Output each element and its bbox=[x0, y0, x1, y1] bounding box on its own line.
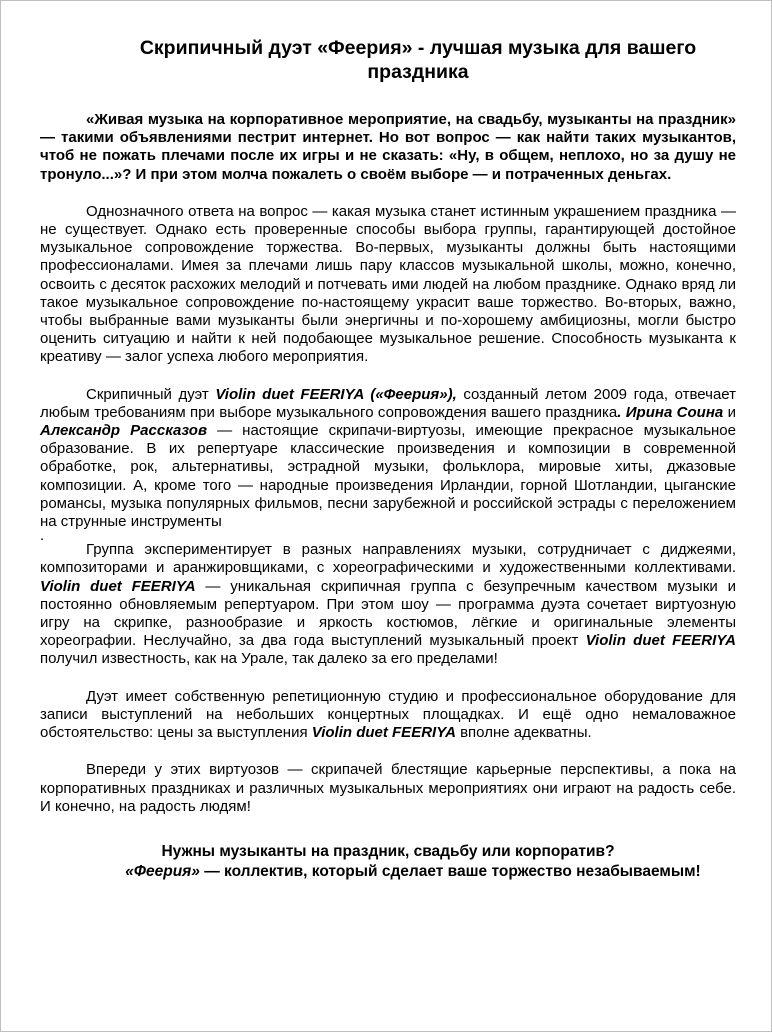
p2-text-c: созданный летом 2009 года, отвечает любым требованиям при выборе музыкального сопровождения вашего праздника bbox=[40, 385, 737, 421]
member-alexander: Александр Рассказов bbox=[40, 422, 208, 440]
p4-text-a: Дуэт имеет собственную репетиционную студию и профессиональное оборудование для записи выступлений на небольших концертных площадках. И ещё одно немаловажное обстоятельство: цены за выступления bbox=[40, 687, 736, 742]
paragraph-2 bbox=[40, 386, 736, 532]
duet-name: Violin duet FEERIYA bbox=[585, 632, 736, 650]
paragraph-4 bbox=[40, 688, 736, 743]
closing-line-2-text: — коллектив, который сделает ваше торжество незабываемым! bbox=[199, 862, 701, 880]
paragraph-1: Однозначного ответа на вопрос — какая музыка станет истинным украшением праздника — не существует. Однако есть проверенные способы выбора группы, гарантирующей достойное музыкальное сопровождение торжества. Во-первых, музыканты должны быть настоящими профессионалами. Имея за плечами лишь пару классов музыкальной школы, можно, конечно, освоить с десяток расхожих мелодий и потчевать ими людей на любом празднике. Однако вряд ли такое музыкальное сопровождение по-настоящему украсит ваше торжество. Во-вторых, важно, чтобы выбранные вами музыканты были энергичны и по-хорошему амбициозны, могли быстро оценить ситуацию и найти к ней подобающее музыкальное решение. Способность музыканта к креативу — залог успеха любого мероприятия. bbox=[40, 202, 736, 366]
closing-duet-name: «Феерия» bbox=[125, 862, 200, 880]
paragraph-3 bbox=[40, 541, 736, 668]
p3-text-e: получил известность, как на Урале, так далеко за его пределами! bbox=[40, 650, 498, 668]
p2-text-g: — настоящие скрипачи-виртуозы, имеющие прекрасное музыкальное образование. В их репертуаре классические произведения и композиции в современной обработке, рок, альтернативы, эстрадной музыки, фольклора, мировые хиты, джазовые композиции. А, кроме того — народные произведения Ирландии, горной Шотландии, цыганские романсы, музыка популярных фильмов, песни зарубежной и российской эстрады с переложением на струнные инструменты bbox=[40, 422, 736, 531]
paragraph-5: Впереди у этих виртуозов — скрипачей блестящие карьерные перспективы, а пока на корпоративных праздниках и различных музыкальных мероприятиях они играют на радость себе. И конечно, на радость людям! bbox=[40, 761, 736, 815]
document-page bbox=[40, 36, 736, 882]
closing-line-2 bbox=[40, 862, 736, 882]
p3-text-a: Группа экспериментирует в разных направлениях музыки, сотрудничает с диджеями, композиторами и аранжировщиками, с хореографическими и художественными коллективами. bbox=[40, 541, 736, 577]
p4-text-c: вполне адекватны. bbox=[455, 724, 592, 742]
closing-line-1: Нужны музыканты на праздник, свадьбу или корпоратив? bbox=[161, 842, 615, 860]
p2-text-e: и bbox=[723, 403, 736, 421]
duet-name: Violin duet FEERIYA bbox=[40, 577, 196, 595]
member-irina: . Ирина Соина bbox=[617, 403, 724, 421]
lead-paragraph: «Живая музыка на корпоративное мероприятие, на свадьбу, музыканты на праздник» — такими объявлениями пестрит интернет. Но вот вопрос — как найти таких музыкантов, чтоб не пожать плечами после их игры и не сказать: «Ну, в общем, неплохо, но за душу не тронуло...»? И при этом молча пожалеть о своём выборе — и потраченных деньгах. bbox=[40, 111, 736, 183]
stray-dot: . bbox=[40, 527, 45, 545]
p3-text-c: — уникальная скрипичная группа с безупречным качеством музыки и постоянно обновляемым репертуаром. При этом шоу — программа дуэта сочетает виртуозную игру на скрипке, разнообразие и яркость костюмов, лёгкие и оригинальные элементы хореографии. Неслучайно, за два года выступлений музыкальный проект bbox=[40, 577, 737, 650]
duet-name: Violin duet FEERIYA («Феерия»), bbox=[215, 385, 457, 403]
document-title: Скрипичный дуэт «Феерия» - лучшая музыка для вашего праздника bbox=[139, 37, 697, 83]
p2-text-a: Скрипичный дуэт bbox=[86, 385, 216, 403]
duet-name: Violin duet FEERIYA bbox=[311, 724, 456, 742]
